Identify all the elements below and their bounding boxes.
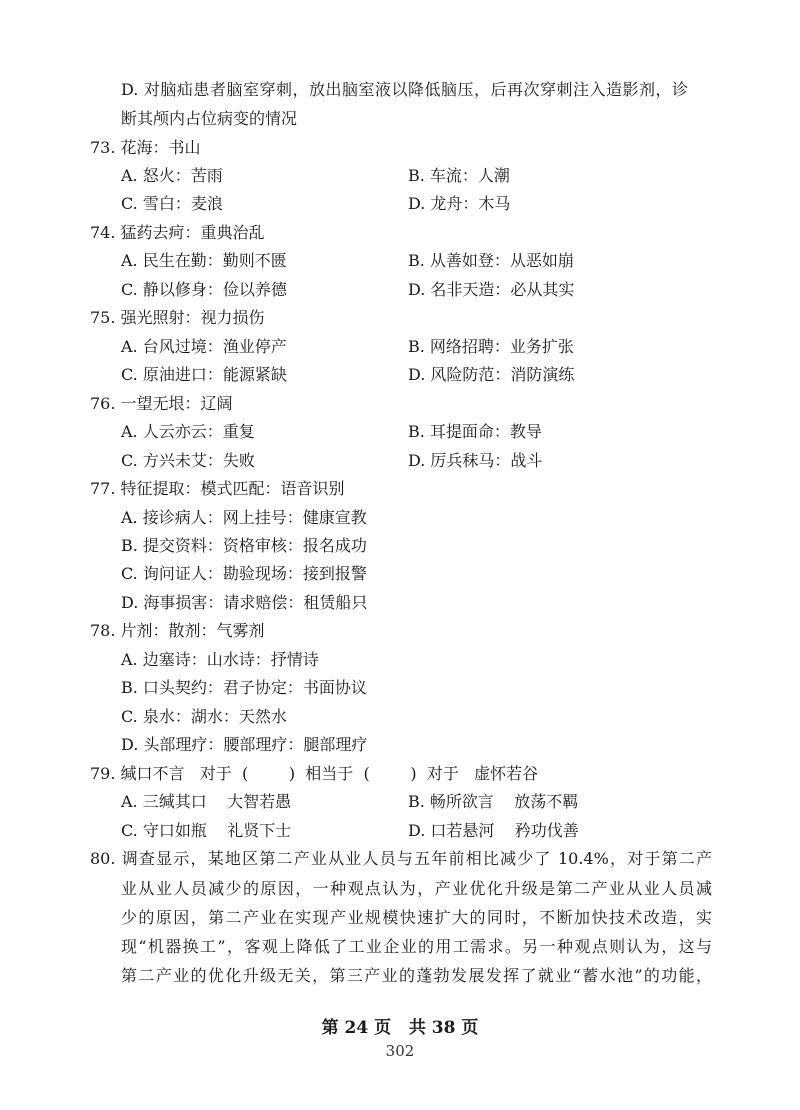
q78-option-b: B. 口头契约：君子协定：书面协议 <box>121 678 367 697</box>
q79-option-b: B. 畅所欲言 放荡不羁 <box>408 792 579 811</box>
q72-option-d-line2: 断其颅内占位病变的情况 <box>121 109 298 128</box>
q75-stem: 75. 强光照射：视力损伤 <box>90 308 265 327</box>
q77-option-c: C. 询问证人：勘验现场：接到报警 <box>121 564 367 583</box>
page-number-label: 第 24 页 共 38 页 <box>321 1018 479 1038</box>
q77-option-d: D. 海事损害：请求赔偿：租赁船只 <box>121 593 368 612</box>
q72-option-d-line1: D. 对脑疝患者脑室穿刺，放出脑室液以降低脑压，后再次穿刺注入造影剂，诊 <box>121 80 688 99</box>
q78-stem: 78. 片剂：散剂：气雾剂 <box>90 621 265 640</box>
q73-option-d: D. 龙舟：木马 <box>408 194 511 213</box>
q78-option-d: D. 头部理疗：腰部理疗：腿部理疗 <box>121 735 368 754</box>
q79-option-a: A. 三缄其口 大智若愚 <box>121 792 292 811</box>
q76-option-a: A. 人云亦云：重复 <box>121 422 255 441</box>
q80-line-5: 第二产业的优化升级无关，第三产业的蓬勃发展发挥了就业“蓄水池”的功能， <box>121 966 712 985</box>
q78-option-a: A. 边塞诗：山水诗：抒情诗 <box>121 650 319 669</box>
book-page-number: 302 <box>385 1042 415 1060</box>
q76-option-c: C. 方兴未艾：失败 <box>121 451 255 470</box>
q74-option-c: C. 静以修身：俭以养德 <box>121 280 287 299</box>
q75-option-b: B. 网络招聘：业务扩张 <box>408 337 574 356</box>
q76-stem: 76. 一望无垠：辽阔 <box>90 394 233 413</box>
q73-stem: 73. 花海：书山 <box>90 138 201 157</box>
q73-option-a: A. 怒火：苦雨 <box>121 166 223 185</box>
q79-stem: 79. 缄口不言 对于 ( ) 相当于 ( ) 对于 虚怀若谷 <box>90 764 539 783</box>
q75-option-c: C. 原油进口：能源紧缺 <box>121 365 287 384</box>
q80-line-4: 现“机器换工”，客观上降低了工业企业的用工需求。另一种观点则认为，这与 <box>121 937 712 956</box>
q73-option-b: B. 车流：人潮 <box>408 166 510 185</box>
q79-option-c: C. 守口如瓶 礼贤下士 <box>121 821 292 840</box>
q77-stem: 77. 特征提取：模式匹配：语音识别 <box>90 479 345 498</box>
q74-option-a: A. 民生在勤：勤则不匮 <box>121 251 287 270</box>
q80-line-2: 业从业人员减少的原因，一种观点认为，产业优化升级是第二产业从业人员减 <box>121 879 712 898</box>
q75-option-a: A. 台风过境：渔业停产 <box>121 337 287 356</box>
q80-line-1: 80. 调查显示，某地区第二产业从业人员与五年前相比减少了 10.4%，对于第二产 <box>90 849 712 868</box>
q77-option-b: B. 提交资料：资格审核：报名成功 <box>121 536 367 555</box>
q77-option-a: A. 接诊病人：网上挂号：健康宣教 <box>121 508 367 527</box>
q76-option-b: B. 耳提面命：教导 <box>408 422 542 441</box>
q79-option-d: D. 口若悬河 矜功伐善 <box>408 821 579 840</box>
q76-option-d: D. 厉兵秣马：战斗 <box>408 451 543 470</box>
q74-option-d: D. 名非天造：必从其实 <box>408 280 575 299</box>
q74-option-b: B. 从善如登：从恶如崩 <box>408 251 574 270</box>
q74-stem: 74. 猛药去疴：重典治乱 <box>90 223 265 242</box>
q73-option-c: C. 雪白：麦浪 <box>121 194 223 213</box>
q75-option-d: D. 风险防范：消防演练 <box>408 365 575 384</box>
q80-line-3: 少的原因，第二产业在实现产业规模快速扩大的同时，不断加快技术改造，实 <box>121 908 712 927</box>
q78-option-c: C. 泉水：湖水：天然水 <box>121 707 287 726</box>
